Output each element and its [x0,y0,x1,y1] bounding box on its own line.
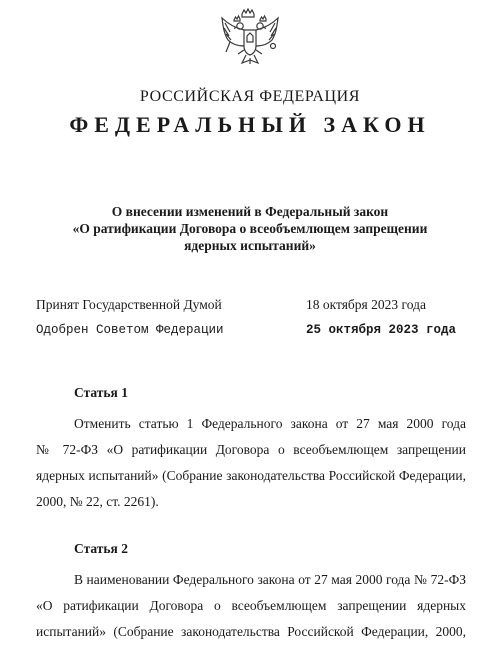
article-1-line: № 72-ФЗ «О ратификации Договора о всеобъемлющем запрещении [36,442,466,457]
article-1-line: Отменить статью 1 Федерального закона от 27 мая 2000 года [74,416,466,431]
law-type-heading: ФЕДЕРАЛЬНЫЙ ЗАКОН [69,112,431,137]
article-2-text [36,567,466,645]
article-2-line: В наименовании Федерального закона от 27 мая 2000 года № 72-ФЗ [74,572,466,587]
law-title-line: ядерных испытаний» [184,238,316,253]
article-2-line: «О ратификации Договора о всеобъемлющем запрещении ядерных [36,598,466,613]
country-name: РОССИЙСКАЯ ФЕДЕРАЦИЯ [139,88,361,105]
article-1-line: 2000, № 22, ст. 2261). [36,494,159,509]
law-title-line: «О ратификации Договора о всеобъемлющем запрещении [72,221,428,236]
law-title [40,203,460,254]
article-1-line: ядерных испытаний» (Собрание законодательства Российской Федерации, [36,468,466,483]
article-2-line: испытаний» (Собрание законодательства Российской Федерации, 2000, [36,624,466,639]
adoption-council-label: Одобрен Советом Федерации [36,323,224,337]
adoption-council-date: 25 октября 2023 года [306,323,457,337]
law-title-line: О внесении изменений в Федеральный закон [111,204,389,219]
adoption-duma-date: 18 октября 2023 года [306,297,426,312]
article-1-heading: Статья 1 [74,385,128,400]
article-2-heading: Статья 2 [74,541,128,556]
adoption-duma-label: Принят Государственной Думой [36,297,222,312]
article-1-text [36,411,466,515]
russian-coat-of-arms-icon [218,6,282,74]
